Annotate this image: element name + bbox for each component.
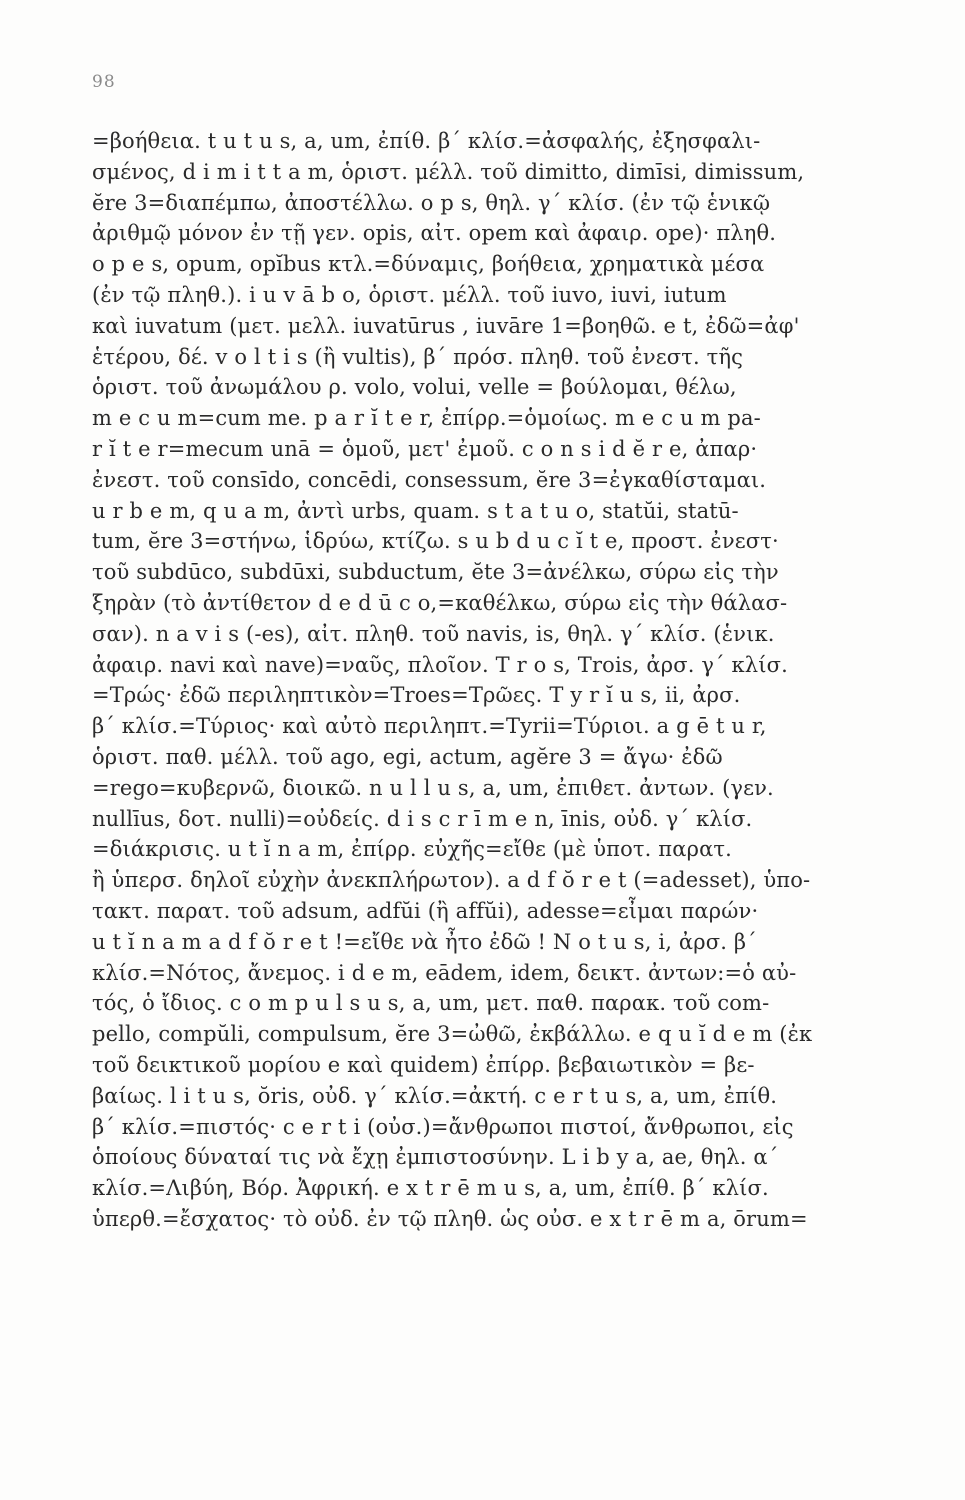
text-line: τακτ. παρατ. τοῦ adsum, adfŭi (ἢ affŭi), adesse=εἶμαι παρών· [92,898,759,923]
text-line: u r b e m, q u a m, ἀντὶ urbs, quam. s t a t u o, statŭi, statū- [92,498,739,523]
text-line: m e c u m=cum me. p a r ĭ t e r, ἐπίρρ.=ὁμοίως. m e c u m pa- [92,406,761,431]
text-line: r ĭ t e r=mecum unā = ὁμοῦ, μετ' ἐμοῦ. c o n s i d ĕ r e, ἀπαρ· [92,436,758,461]
text-line: ὁριστ. παθ. μέλλ. τοῦ ago, egi, actum, agĕre 3 = ἄγω· ἐδῶ [92,744,723,769]
text-line: ἢ ὑπερσ. δηλοῖ εὐχὴν ἀνεκπλήρωτον). a d f ŏ r e t (=adesset), ὑπο- [92,868,811,893]
text-line: pello, compŭli, compulsum, ĕre 3=ὠθῶ, ἐκβάλλω. e q u ĭ d e m (ἐκ [92,1022,813,1047]
text-line: βαίως. l i t u s, ŏris, οὐδ. γ΄ κλίσ.=ἀκτή. c e r t u s, a, um, ἐπίθ. [92,1083,778,1108]
text-line: β΄ κλίσ.=Τύριος· καὶ αὐτὸ περιληπτ.=Tyrii=Τύριοι. a g ē t u r, [92,714,767,739]
text-line: nullīus, δοτ. nulli)=οὐδείς. d i s c r ī m e n, īnis, οὐδ. γ΄ κλίσ. [92,806,753,831]
text-line: ὁριστ. τοῦ ἀνωμάλου ρ. volo, volui, velle = βούλομαι, θέλω, [92,375,737,400]
text-line: ĕre 3=διαπέμπω, ἀποστέλλω. o p s, θηλ. γ΄ κλίσ. (ἐν τῷ ἑνικῷ [92,190,771,215]
text-line: κλίσ.=Λιβύη, Βόρ. Ἀφρική. e x t r ē m u s, a, um, ἐπίθ. β΄ κλίσ. [92,1176,769,1201]
text-line: ἀριθμῷ μόνον ἐν τῇ γεν. opis, αἰτ. opem καὶ ἀφαιρ. ope)· πληθ. [92,221,777,246]
commentary-text [92,126,922,1235]
text-line: (ἐν τῷ πληθ.). i u v ā b o, ὁριστ. μέλλ. τοῦ iuvo, iuvi, iutum [92,282,727,307]
text-line: ἐνεστ. τοῦ consīdo, concēdi, consessum, ĕre 3=ἐγκαθίσταμαι. [92,467,767,492]
text-line: =rego=κυβερνῶ, διοικῶ. n u l l u s, a, um, ἐπιθετ. ἀντων. (γεν. [92,775,774,800]
text-line: β΄ κλίσ.=πιστός· c e r t i (οὐσ.)=ἄνθρωποι πιστοί, ἄνθρωποι, εἰς [92,1114,794,1139]
text-line: σαν). n a v i s (-es), αἰτ. πληθ. τοῦ navis, is, θηλ. γ΄ κλίσ. (ἑνικ. [92,621,775,646]
text-line: =διάκρισις. u t ĭ n a m, ἐπίρρ. εὐχῆς=εἴθε (μὲ ὑποτ. παρατ. [92,837,732,862]
text-line: σμένος, d i m i t t a m, ὁριστ. μέλλ. τοῦ dimitto, dimīsi, dimissum, [92,159,805,184]
text-line: ὑπερθ.=ἔσχατος· τὸ οὐδ. ἐν τῷ πληθ. ὡς οὐσ. e x t r ē m a, ōrum= [92,1206,808,1231]
text-line: u t ĭ n a m a d f ŏ r e t !=εἴθε νὰ ἦτο ἐδῶ ! N o t u s, i, ἀρσ. β΄ [92,929,757,954]
text-line: καὶ iuvatum (μετ. μελλ. iuvatūrus , iuvāre 1=βοηθῶ. e t, ἐδῶ=ἀφ' [92,313,800,338]
text-line: ἀφαιρ. navi καὶ nave)=ναῦς, πλοῖον. T r o s, Trois, ἀρσ. γ΄ κλίσ. [92,652,788,677]
text-line: τοῦ δεικτικοῦ μορίου e καὶ quidem) ἐπίρρ. βεβαιωτικὸν = βε- [92,1052,755,1077]
text-line: κλίσ.=Νότος, ἄνεμος. i d e m, eādem, idem, δεικτ. ἀντων:=ὁ αὐ- [92,960,797,985]
text-line: ἑτέρου, δέ. v o l t i s (ἢ vultis), β΄ πρόσ. πληθ. τοῦ ἐνεστ. τῆς [92,344,744,369]
text-line: =Τρώς· ἐδῶ περιληπτικὸν=Troes=Τρῶες. T y r ĭ u s, ii, ἀρσ. [92,683,741,708]
text-line: tum, ĕre 3=στήνω, ἱδρύω, κτίζω. s u b d u c ĭ t e, προστ. ἐνεστ· [92,529,779,554]
text-line: τοῦ subdūco, subdūxi, subductum, ĕte 3=ἀνέλκω, σύρω εἰς τὴν [92,560,779,585]
page-number: 98 [92,72,116,92]
text-line: τός, ὁ ἴδιος. c o m p u l s u s, a, um, μετ. παθ. παρακ. τοῦ com- [92,991,770,1016]
text-line: ὁποίους δύναταί τις νὰ ἔχῃ ἐμπιστοσύνην. L i b y a, ae, θηλ. α΄ [92,1145,779,1170]
text-line: o p e s, opum, opĭbus κτλ.=δύναμις, βοήθεια, χρηματικὰ μέσα [92,252,765,277]
text-line: =βοήθεια. t u t u s, a, um, ἐπίθ. β΄ κλίσ.=ἀσφαλής, ἐξησφαλι- [92,129,761,153]
text-line: ξηρὰν (τὸ ἀντίθετον d e d ū c o,=καθέλκω, σύρω εἰς τὴν θάλασ- [92,590,788,615]
